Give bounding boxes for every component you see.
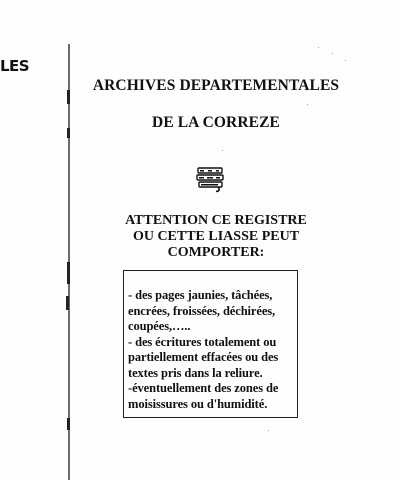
notice-line: encrées, froissées, déchirées,: [128, 303, 276, 318]
correze-title: DE LA CORREZE: [152, 114, 280, 131]
binding-mark: [67, 262, 70, 284]
notice-line: partiellement effacées ou des: [128, 350, 279, 364]
notice-line: - des écritures totalement ou: [128, 334, 277, 349]
speck: [345, 60, 346, 61]
speck: [268, 430, 269, 431]
warning-line: ATTENTION CE REGISTRE: [125, 213, 307, 228]
binding-mark: [67, 128, 70, 138]
speck: [307, 104, 308, 105]
notice-box: [123, 270, 298, 418]
speck: [318, 47, 319, 48]
notice-line: - des pages jaunies, tâchées,: [128, 288, 273, 302]
notice-line: moisissures ou d'humidité.: [128, 396, 268, 411]
archives-title: ARCHIVES DEPARTEMENTALES: [92, 77, 340, 94]
notice-line: textes pris dans la reliure.: [128, 365, 263, 380]
speck: [222, 150, 223, 151]
warning-line: OU CETTE LIASSE PEUT: [132, 229, 300, 244]
speck: [332, 53, 333, 54]
notice-line: coupées,…..: [128, 319, 191, 333]
warning-line: COMPORTER:: [167, 245, 265, 260]
binding-mark: [67, 90, 70, 104]
book-stack-stamp-icon: [194, 165, 226, 193]
notice-line: -éventuellement des zones de: [128, 381, 279, 395]
binding-mark: [66, 296, 69, 310]
binding-mark: [67, 418, 70, 430]
edge-label: LES: [0, 57, 30, 75]
